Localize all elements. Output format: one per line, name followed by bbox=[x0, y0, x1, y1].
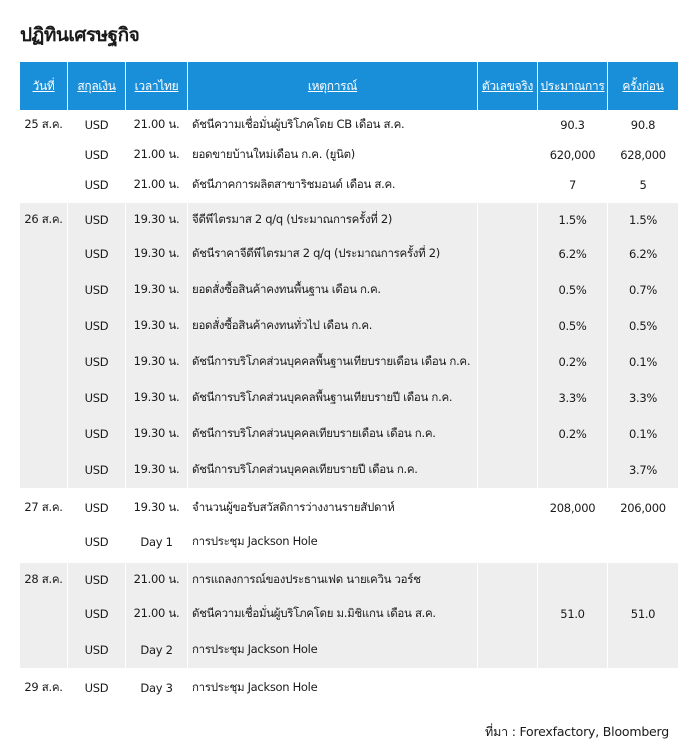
date-cell bbox=[20, 140, 68, 170]
table-row bbox=[20, 632, 678, 668]
actual-cell bbox=[478, 170, 538, 200]
date-cell bbox=[20, 344, 68, 380]
date-cell: 25 ส.ค. bbox=[20, 110, 68, 140]
time-cell: 19.30 น. bbox=[126, 488, 188, 524]
event-cell: การแถลงการณ์ของประธานเฟด นายเควิน วอร์ช bbox=[188, 560, 478, 596]
currency-cell: USD bbox=[68, 416, 126, 452]
forecast-cell: 1.5% bbox=[538, 200, 608, 236]
previous-cell: 3.7% bbox=[608, 452, 678, 488]
currency-cell: USD bbox=[68, 668, 126, 704]
actual-cell bbox=[478, 140, 538, 170]
date-cell bbox=[20, 170, 68, 200]
event-cell: ดัชนีการบริโภคส่วนบุคคลพื้นฐานเทียบรายเดือน เดือน ก.ค. bbox=[188, 344, 478, 380]
actual-cell bbox=[478, 110, 538, 140]
event-cell: ดัชนีความเชื่อมั่นผู้บริโภคโดย ม.มิชิแกน เดือน ส.ค. bbox=[188, 596, 478, 632]
date-cell bbox=[20, 596, 68, 632]
time-cell: 19.30 น. bbox=[126, 308, 188, 344]
event-cell: ยอดขายบ้านใหม่เดือน ก.ค. (ยูนิต) bbox=[188, 140, 478, 170]
previous-cell: 628,000 bbox=[620, 148, 666, 162]
previous-cell bbox=[608, 632, 678, 668]
currency-cell: USD bbox=[68, 524, 126, 560]
table-row bbox=[20, 140, 678, 170]
time-cell: 19.30 น. bbox=[126, 416, 188, 452]
forecast-cell bbox=[538, 632, 608, 668]
table-row bbox=[20, 272, 678, 308]
date-cell: 27 ส.ค. bbox=[20, 488, 68, 524]
date-cell bbox=[20, 452, 68, 488]
forecast-cell bbox=[538, 524, 608, 560]
header-actual: ตัวเลขจริง bbox=[478, 62, 538, 110]
forecast-cell: 0.5% bbox=[538, 308, 608, 344]
time-cell: Day 1 bbox=[126, 524, 188, 560]
forecast-cell: 51.0 bbox=[538, 596, 608, 632]
forecast-cell: 3.3% bbox=[538, 380, 608, 416]
previous-cell: 51.0 bbox=[608, 596, 678, 632]
date-cell: 26 ส.ค. bbox=[20, 200, 68, 236]
previous-cell: 90.8 bbox=[630, 118, 656, 132]
table-row bbox=[20, 344, 678, 380]
forecast-cell: 0.2% bbox=[538, 416, 608, 452]
actual-cell bbox=[478, 632, 538, 668]
currency-cell: USD bbox=[68, 488, 126, 524]
previous-cell: 0.5% bbox=[608, 308, 678, 344]
forecast-cell: 0.5% bbox=[538, 272, 608, 308]
event-cell: ดัชนีการบริโภคส่วนบุคคลเทียบรายเดือน เดือน ก.ค. bbox=[188, 416, 478, 452]
currency-cell: USD bbox=[68, 308, 126, 344]
actual-cell bbox=[478, 416, 538, 452]
currency-cell: USD bbox=[68, 344, 126, 380]
actual-cell bbox=[478, 380, 538, 416]
date-cell: 28 ส.ค. bbox=[20, 560, 68, 596]
time-cell: 19.30 น. bbox=[126, 200, 188, 236]
forecast-cell: 6.2% bbox=[538, 236, 608, 272]
header-previous: ครั้งก่อน bbox=[608, 62, 678, 110]
previous-cell: 3.3% bbox=[608, 380, 678, 416]
actual-cell bbox=[478, 200, 538, 236]
time-cell: 19.30 น. bbox=[126, 452, 188, 488]
header-thai-time: เวลาไทย bbox=[126, 62, 188, 110]
time-cell: 19.30 น. bbox=[126, 236, 188, 272]
actual-cell bbox=[478, 524, 538, 560]
table-row bbox=[20, 668, 678, 704]
currency-cell: USD bbox=[68, 110, 126, 140]
previous-cell: 0.1% bbox=[608, 416, 678, 452]
actual-cell bbox=[478, 308, 538, 344]
currency-cell: USD bbox=[68, 140, 126, 170]
currency-cell: USD bbox=[68, 596, 126, 632]
date-cell bbox=[20, 416, 68, 452]
date-cell bbox=[20, 272, 68, 308]
actual-cell bbox=[478, 452, 538, 488]
actual-cell bbox=[478, 488, 538, 524]
previous-cell: 0.7% bbox=[608, 272, 678, 308]
actual-cell bbox=[478, 668, 538, 704]
actual-cell bbox=[478, 560, 538, 596]
table-row bbox=[20, 170, 678, 200]
currency-cell: USD bbox=[68, 452, 126, 488]
currency-cell: USD bbox=[68, 560, 126, 596]
event-cell: ดัชนีราคาจีดีพีไตรมาส 2 q/q (ประมาณการครั้งที่ 2) bbox=[188, 236, 478, 272]
time-cell: 19.30 น. bbox=[126, 344, 188, 380]
page-title: ปฏิทินเศรษฐกิจ bbox=[20, 24, 140, 46]
previous-cell: 5 bbox=[639, 178, 647, 192]
event-cell: จำนวนผู้ขอรับสวัสดิการว่างงานรายสัปดาห์ bbox=[188, 488, 478, 524]
table-row bbox=[20, 200, 678, 236]
currency-cell: USD bbox=[68, 272, 126, 308]
previous-cell bbox=[608, 560, 678, 596]
previous-cell: 0.1% bbox=[608, 344, 678, 380]
date-cell bbox=[20, 632, 68, 668]
actual-cell bbox=[478, 596, 538, 632]
currency-cell: USD bbox=[68, 170, 126, 200]
previous-cell: 6.2% bbox=[608, 236, 678, 272]
header-date: วันที่ bbox=[20, 62, 68, 110]
event-cell: ยอดสั่งซื้อสินค้าคงทนพื้นฐาน เดือน ก.ค. bbox=[188, 272, 478, 308]
forecast-cell: 0.2% bbox=[538, 344, 608, 380]
forecast-cell bbox=[538, 668, 608, 704]
table-row bbox=[20, 308, 678, 344]
time-cell: 21.00 น. bbox=[126, 560, 188, 596]
time-cell: Day 3 bbox=[126, 668, 188, 704]
date-cell bbox=[20, 236, 68, 272]
forecast-cell: 7 bbox=[538, 170, 608, 200]
forecast-cell: 620,000 bbox=[538, 140, 608, 170]
event-cell: ดัชนีความเชื่อมั่นผู้บริโภคโดย CB เดือน ส.ค. bbox=[188, 110, 478, 140]
event-cell: ดัชนีการบริโภคส่วนบุคคลเทียบรายปี เดือน ก.ค. bbox=[188, 452, 478, 488]
date-cell bbox=[20, 308, 68, 344]
source-note: ที่มา : Forexfactory, Bloomberg bbox=[485, 724, 669, 739]
time-cell: 21.00 น. bbox=[126, 110, 188, 140]
time-cell: 19.30 น. bbox=[126, 272, 188, 308]
table-row bbox=[20, 236, 678, 272]
table-row bbox=[20, 416, 678, 452]
event-cell: การประชุม Jackson Hole bbox=[188, 524, 478, 560]
currency-cell: USD bbox=[68, 632, 126, 668]
table-row bbox=[20, 452, 678, 488]
event-cell: การประชุม Jackson Hole bbox=[188, 668, 478, 704]
table-header-row bbox=[20, 62, 678, 110]
table-row bbox=[20, 524, 678, 560]
previous-cell bbox=[608, 524, 678, 560]
time-cell: 21.00 น. bbox=[126, 140, 188, 170]
event-cell: การประชุม Jackson Hole bbox=[188, 632, 478, 668]
event-cell: ดัชนีภาคการผลิตสาขาริชมอนด์ เดือน ส.ค. bbox=[188, 170, 478, 200]
forecast-cell: 90.3 bbox=[538, 110, 608, 140]
currency-cell: USD bbox=[68, 200, 126, 236]
economic-calendar-table bbox=[20, 62, 678, 704]
table-row bbox=[20, 596, 678, 632]
currency-cell: USD bbox=[68, 236, 126, 272]
header-currency: สกุลเงิน bbox=[68, 62, 126, 110]
header-forecast: ประมาณการ bbox=[538, 62, 608, 110]
forecast-cell: 208,000 bbox=[538, 488, 608, 524]
time-cell: 21.00 น. bbox=[126, 170, 188, 200]
date-cell: 29 ส.ค. bbox=[20, 668, 68, 704]
event-cell: จีดีพีไตรมาส 2 q/q (ประมาณการครั้งที่ 2) bbox=[188, 200, 478, 236]
event-cell: ยอดสั่งซื้อสินค้าคงทนทั่วไป เดือน ก.ค. bbox=[188, 308, 478, 344]
time-cell: Day 2 bbox=[126, 632, 188, 668]
currency-cell: USD bbox=[68, 380, 126, 416]
date-cell bbox=[20, 524, 68, 560]
previous-cell: 206,000 bbox=[608, 488, 678, 524]
previous-cell bbox=[608, 668, 678, 704]
date-cell bbox=[20, 380, 68, 416]
table-row bbox=[20, 380, 678, 416]
event-cell: ดัชนีการบริโภคส่วนบุคคลพื้นฐานเทียบรายปี เดือน ก.ค. bbox=[188, 380, 478, 416]
table-row bbox=[20, 560, 678, 596]
actual-cell bbox=[478, 272, 538, 308]
previous-cell: 1.5% bbox=[608, 200, 678, 236]
header-event: เหตุการณ์ bbox=[188, 62, 478, 110]
table-row bbox=[20, 488, 678, 524]
forecast-cell bbox=[538, 452, 608, 488]
table-row bbox=[20, 110, 678, 140]
time-cell: 19.30 น. bbox=[126, 380, 188, 416]
time-cell: 21.00 น. bbox=[126, 596, 188, 632]
actual-cell bbox=[478, 236, 538, 272]
actual-cell bbox=[478, 344, 538, 380]
forecast-cell bbox=[538, 560, 608, 596]
